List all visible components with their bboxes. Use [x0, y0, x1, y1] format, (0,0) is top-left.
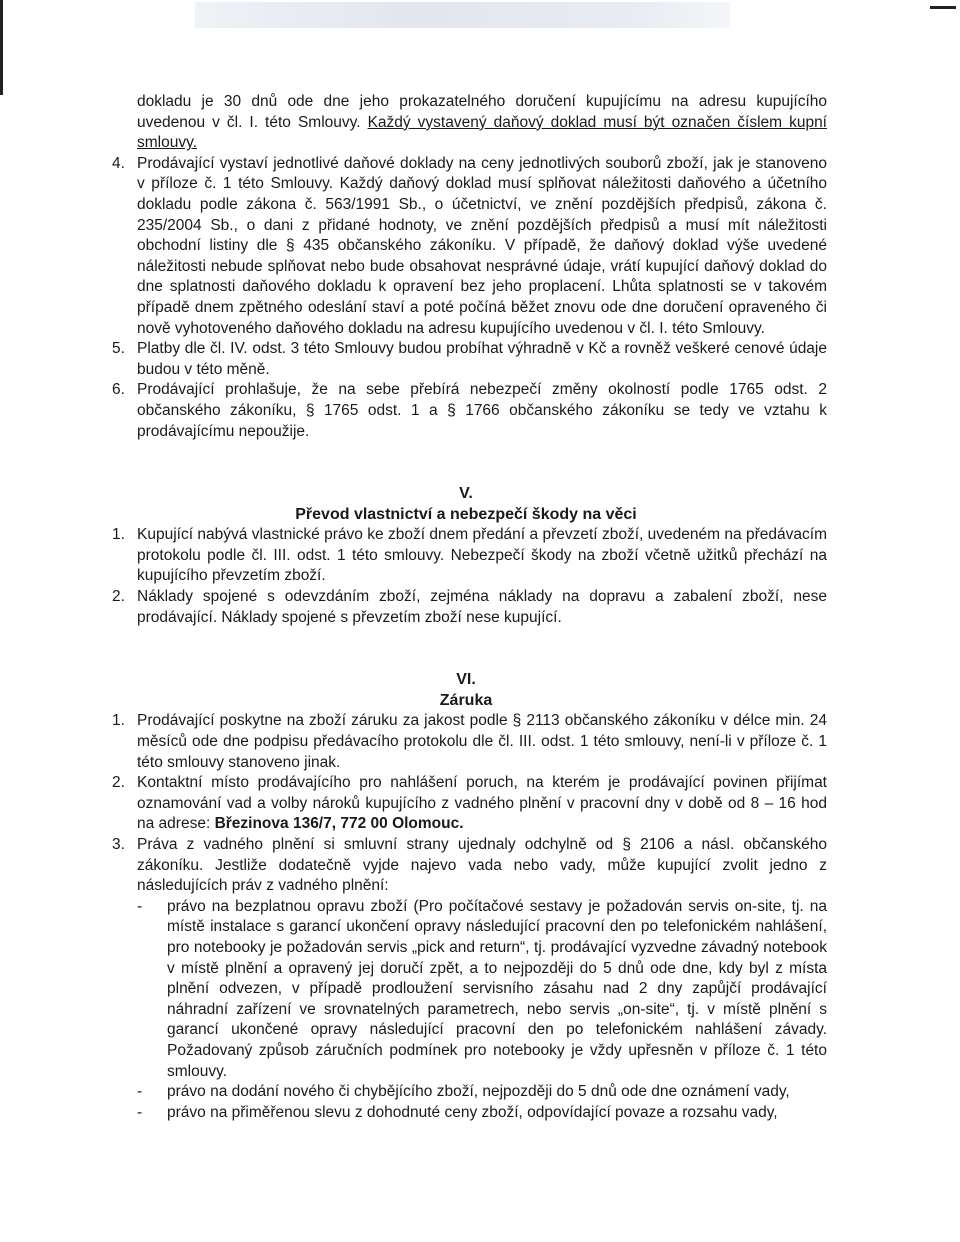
list-item: [105, 711, 827, 773]
dash-bullet: -: [137, 1103, 143, 1121]
section-title: Převod vlastnictví a nebezpečí škody na věci: [295, 505, 637, 523]
address-bold: Březinova 136/7, 772 00 Olomouc.: [214, 815, 464, 833]
list-item: [105, 525, 827, 587]
item-text: Práva z vadného plnění si smluvní strany ujednaly odchylně od § 2106 a násl. občanského zákoníku. Jestliže dodatečně vyjde najevo vada nebo vady, může kupující zvolit jedno z následujících práv z vadného plnění:: [137, 836, 827, 895]
item-number: 3.: [112, 836, 125, 853]
dash-bullet: -: [137, 897, 143, 915]
item-text: Prodávající vystaví jednotlivé daňové doklady na ceny jednotlivých souborů zboží, jak je stanoveno v příloze č. 1 této Smlouvy. Každý daňový doklad musí splňovat náležitosti daňového a účetního dokladu podle zákona č. 563/1991 Sb., o účetnictví, ve znění pozdějších předpisů, zákona č. 235/2004 Sb., o dani z přidané hodnoty, ve znění pozdějších předpisů a musí mít náležitosti obchodní listiny dle § 435 občanského zákoníku. V případě, že daňový doklad výše uvedené náležitosti nebude splňovat nebo bude obsahovat nesprávné údaje, vrátí kupující daňový doklad do dne splatnosti daňového dokladu k opravení bez jeho proplacení. Lhůta splatnosti se v takovém případě dnem zpětného odeslání staví a poté počíná běžet znovu ode dne doručení opraveného či nově vyhotoveného daňového dokladu na adresu kupujícího uvedenou v čl. I. této Smlouvy.: [137, 154, 827, 337]
list-item: [105, 380, 827, 442]
section-title: Záruka: [439, 691, 493, 709]
item-number: 1.: [112, 526, 125, 544]
list-item: [105, 587, 827, 628]
list-item: [105, 339, 827, 380]
item-number: 1.: [112, 712, 125, 730]
spacer: [105, 628, 827, 670]
section-numeral: V.: [459, 485, 473, 503]
intro-paragraph: [105, 92, 827, 154]
item-number: 5.: [112, 340, 125, 358]
dash-bullet: -: [137, 1083, 143, 1101]
intro-text: dokladu je 30 dnů ode dne jeho prokazatelného doručení kupujícímu na adresu kupujícího uvedenou v čl. I. této Smlouvy.: [137, 93, 827, 131]
scan-artifact-top: [195, 2, 730, 28]
intro-underlined-text: Každý vystavený daňový doklad musí být označen číslem kupní smlouvy.: [137, 113, 827, 152]
scan-artifact-dash: [930, 6, 956, 9]
dash-item-text: právo na přiměřenou slevu z dohodnuté ceny zboží, odpovídající povaze a rozsahu vady,: [167, 1103, 778, 1121]
item-number: 4.: [112, 154, 125, 172]
item-text: Náklady spojené s odevzdáním zboží, zejména náklady na dopravu a zabalení zboží, nese prodávající. Náklady spojené s převzetím zboží nese kupující.: [137, 588, 827, 626]
item-number: 6.: [112, 381, 125, 399]
dash-item-text: právo na bezplatnou opravu zboží (Pro počítačové sestavy je požadován servis on-site, tj. na místě instalace s garancí ukončení opravy následující pracovní den po telefonickém nahlášení, pro notebooky je požadován servis „pick and return“, tj. prodávající vyzvedne závadný notebook v místě plnění a opravený jej doručí zpět, a to nejpozději do 5 dnů ode dne, kdy byl z místa plnění odvezen, v případě prodloužení servisního zásahu nad 2 dny zapůjčí prodávající náhradní zařízení ve srovnatelných parametrech, nebo servis „on-site“, tj. v místě plnění s garancí ukončené opravy následující pracovní den po telefonickém nahlášení závady. Požadovaný způsob záručních podmínek pro notebooky je vždy upřesněn v příloze č. 1 této smlouvy.: [167, 897, 827, 1080]
item-text: Platby dle čl. IV. odst. 3 této Smlouvy budou probíhat výhradně v Kč a rovněž veškeré cenové údaje budou v této měně.: [137, 340, 827, 378]
list-item: [105, 835, 827, 1123]
item-body: [135, 835, 827, 1123]
dash-list-item: [137, 1082, 827, 1103]
item-text: [135, 773, 827, 835]
item-text-part: Kontaktní místo prodávajícího pro nahlášení poruch, na kterém je prodávající povinen přijímat oznamování vad a volby nároků kupujícího z vadného plnění v pracovní dny v době od 8 – 16 hod na adrese:: [137, 774, 827, 833]
item-text: Prodávající prohlašuje, že na sebe přebírá nebezpečí změny okolností podle 1765 odst. 2 občanského zákoníku, § 1765 odst. 1 a § 1766 občanského zákoníku se tedy ve vztahu k prodávajícímu nepoužije.: [137, 381, 827, 440]
dash-list-item: [137, 1103, 827, 1124]
item-text: Kupující nabývá vlastnické právo ke zboží dnem předání a převzetí zboží, uvedeném na předávacím protokolu podle čl. III. odst. 1 této smlouvy. Nebezpečí škody na zboží včetně užitků přechází na kupujícího převzetím zboží.: [137, 526, 827, 585]
dash-list-item: [137, 897, 827, 1082]
item-text: Prodávající poskytne na zboží záruku za jakost podle § 2113 občanského zákoníku v délce min. 24 měsíců ode dne podpisu předávacího protokolu dle čl. III. odst. 1 této smlouvy, není-li v příloze č. 1 této smlouvy stanoveno jinak.: [137, 712, 827, 771]
document-page: [105, 92, 827, 1123]
item-number: 2.: [112, 774, 125, 792]
section-numeral: VI.: [456, 671, 476, 689]
list-item: [105, 154, 827, 339]
scan-artifact-edge: [0, 0, 3, 95]
item-number: 2.: [112, 588, 125, 606]
spacer: [105, 442, 827, 484]
list-item: [105, 773, 827, 835]
dash-item-text: právo na dodání nového či chybějícího zboží, nejpozději do 5 dnů ode dne oznámení vady,: [167, 1083, 790, 1101]
